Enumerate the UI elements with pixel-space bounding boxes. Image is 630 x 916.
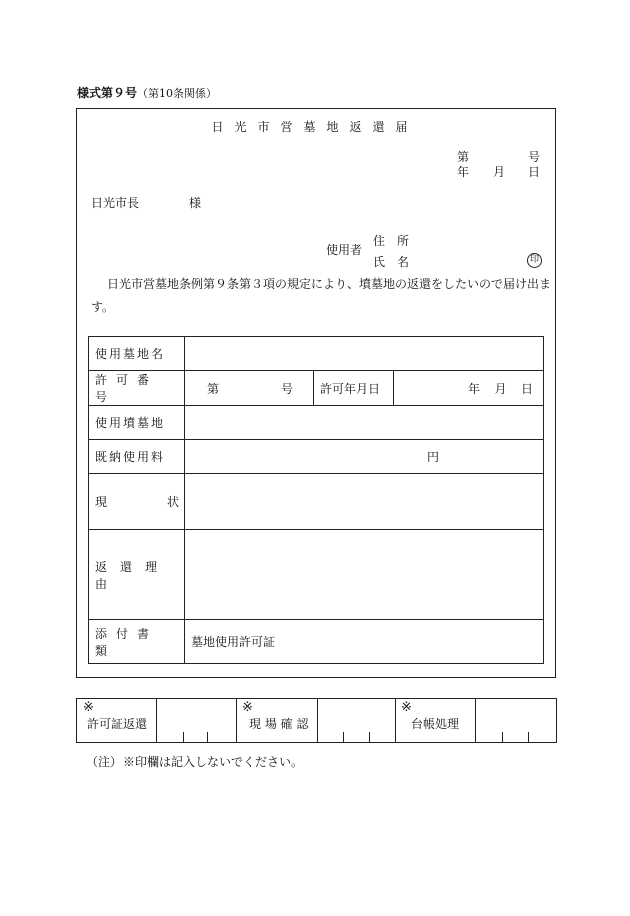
permit-no-label: 許可番号 — [95, 373, 159, 404]
addressee-honorific: 様 — [189, 196, 202, 210]
fee-label: 既納使用料 — [95, 450, 166, 464]
plot-label: 使用墳墓地 — [95, 416, 166, 430]
statement-line-2: す。 — [91, 300, 115, 314]
permit-date-label: 許可年月日 — [320, 381, 381, 396]
table-row — [89, 371, 544, 406]
office-mark-2: ※ — [242, 700, 253, 715]
note-prefix: （注） — [86, 755, 123, 769]
date-year: 年 — [457, 165, 470, 179]
permit-date-day: 日 — [521, 381, 534, 396]
applicant-role: 使用者 — [326, 243, 363, 257]
fee-field[interactable] — [185, 440, 544, 474]
table-row — [89, 474, 544, 530]
table-row — [89, 530, 544, 620]
number-dai: 第 — [457, 150, 470, 164]
site-name-label: 使用墓地名 — [95, 347, 166, 361]
fee-unit: 円 — [427, 450, 440, 464]
table-row — [89, 406, 544, 440]
status-label-b: 状 — [166, 495, 179, 509]
office-use-strip — [76, 698, 557, 743]
date-day: 日 — [528, 165, 541, 179]
address-label: 住 所 — [373, 234, 410, 248]
date-month: 月 — [493, 165, 506, 179]
permit-date-month: 月 — [494, 381, 507, 396]
permit-no-dai: 第 — [207, 381, 220, 396]
form-label — [77, 84, 217, 101]
site-name-field[interactable] — [185, 337, 544, 371]
form-number: 様式第９号 — [77, 86, 138, 100]
table-row — [89, 337, 544, 371]
permit-no-go: 号 — [280, 381, 293, 396]
office-mark-1: ※ — [83, 700, 94, 715]
office-mark-3: ※ — [401, 700, 412, 715]
status-field[interactable] — [185, 474, 544, 530]
permit-no-field[interactable] — [185, 371, 314, 406]
reason-field[interactable] — [185, 530, 544, 620]
seal-mark: 印 — [527, 253, 542, 268]
attachment-value: 墓地使用許可証 — [191, 635, 276, 649]
permit-date-year: 年 — [468, 381, 481, 396]
table-row — [89, 440, 544, 474]
status-label-a: 現 — [95, 495, 108, 509]
name-label: 氏 名 — [373, 255, 410, 269]
reason-label: 返還理由 — [95, 559, 171, 591]
number-go: 号 — [528, 150, 541, 164]
detail-table — [88, 336, 544, 664]
note-text: ※印欄は記入しないでください。 — [123, 755, 304, 769]
document-title: 日光市営墓地返還届 — [211, 120, 419, 134]
attachment-label: 添付書類 — [95, 626, 159, 658]
office-label-3: 台帳処理 — [411, 717, 460, 731]
table-row — [89, 620, 544, 664]
office-label-2: 現 場 確 認 — [249, 717, 309, 731]
office-label-1: 許可証返還 — [87, 717, 148, 731]
permit-date-field[interactable] — [394, 371, 544, 406]
statement-line-1: 日光市営墓地条例第９条第３項の規定により、墳墓地の返還をしたいので届け出ま — [107, 277, 552, 291]
addressee: 日光市長 — [91, 196, 140, 210]
form-article: （第10条関係） — [137, 87, 218, 100]
plot-field[interactable] — [185, 406, 544, 440]
